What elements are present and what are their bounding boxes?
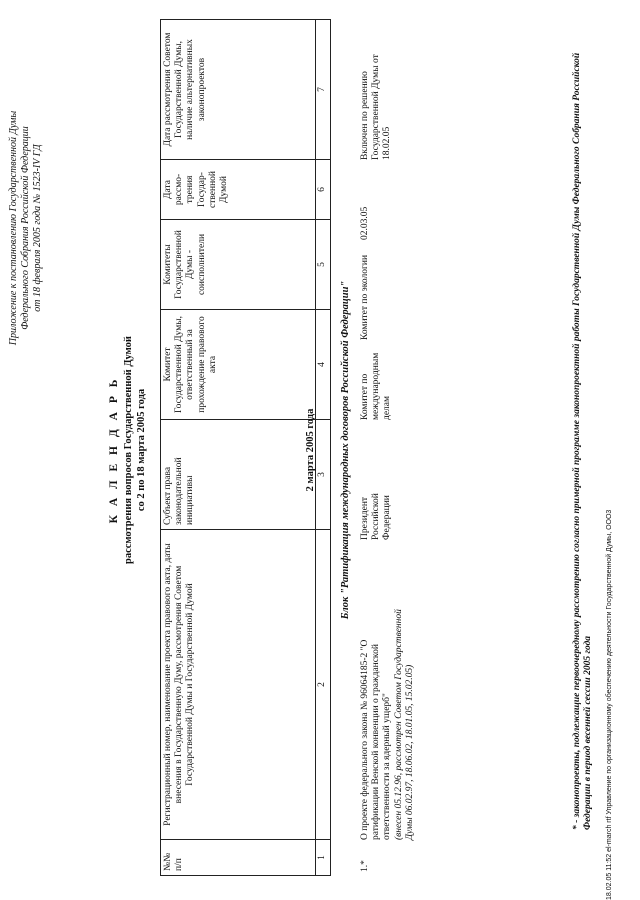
col-number: 3 — [316, 420, 331, 530]
col-number: 6 — [316, 160, 331, 220]
block-heading: Блок "Ратификация международных договоров Российской Федерации" — [340, 280, 351, 620]
appendix-line-1: Приложение к постановлению Государственной Думы — [8, 110, 19, 346]
document-subtitle-2: со 2 по 18 марта 2005 года — [136, 388, 147, 512]
row-title-main: О проекте федерального закона № 96064185-2 "О ратификации Венской конвенции о гражданской ответственности за ядерный ущерб" — [360, 639, 393, 840]
row-title-note: (внесен 05.12.96, рассмотрен Советом Государственной Думы 06.02.97, 18.06.02, 18.01.05, 15.02.05) — [393, 609, 415, 840]
date-heading: 2 марта 2005 года — [305, 408, 316, 492]
row-council: Включен по решению Государственной Думы от 18.02.05 — [360, 54, 393, 160]
col-number: 7 — [316, 20, 331, 160]
row-subject: Президент Российской Федерации — [360, 493, 393, 540]
col-number: 5 — [316, 220, 331, 310]
appendix-note — [8, 78, 43, 378]
header-committee: Комитет Государственной Думы, ответственный за прохождение правового акта — [161, 310, 316, 420]
col-number: 4 — [316, 310, 331, 420]
header-title: Регистрационный номер, наименование проекта правового акта, даты внесения в Государственную Думу, рассмотрения Советом Государственной Думы и Государственной Думой — [161, 530, 316, 840]
row-cosponsors: Комитет по экологии — [360, 254, 370, 340]
document-subtitle-1: рассмотрения вопросов Государственной Думой — [123, 336, 134, 565]
col-number: 2 — [316, 530, 331, 840]
header-date: Дата рассмо-трения Государ-ственной Думой — [161, 160, 316, 220]
document-title: К А Л Е Н Д А Р Ь — [108, 376, 120, 524]
header-council: Дата рассмотрения Советом Государственной Думы, наличие альтернативных законопроектов — [161, 20, 316, 160]
appendix-line-2: Федерального Собрания Российской Федерации — [19, 126, 31, 330]
table-header-row — [161, 20, 316, 876]
col-number: 1 — [316, 840, 331, 876]
row-date: 02.03.05 — [360, 206, 370, 240]
table-number-row — [316, 20, 331, 876]
print-line: 18.02.05 11:52 el-march rtf Управление по организационному обеспечению деятельности Государственной Думы, ООО3 — [606, 509, 613, 900]
row-title — [360, 590, 416, 840]
header-cosponsors: Комитеты Государственной Думы - соисполнители — [161, 220, 316, 310]
row-number: 1.* — [360, 860, 370, 872]
row-committee: Комитет по международным делам — [360, 352, 393, 420]
appendix-line-3: от 18 февраля 2005 года № 1523-IV ГД — [31, 144, 43, 312]
footnote: * - законопроекты, подлежащие первоочередному рассмотрению согласно примерной программе законопроектной работы Государственной Думы Федерального Собрания Российской Федерации в период весенней сессии 2005 года — [572, 52, 594, 830]
header-subject: Субъект права законодательной инициативы — [161, 420, 316, 530]
header-num: №№ п/п — [161, 840, 316, 876]
